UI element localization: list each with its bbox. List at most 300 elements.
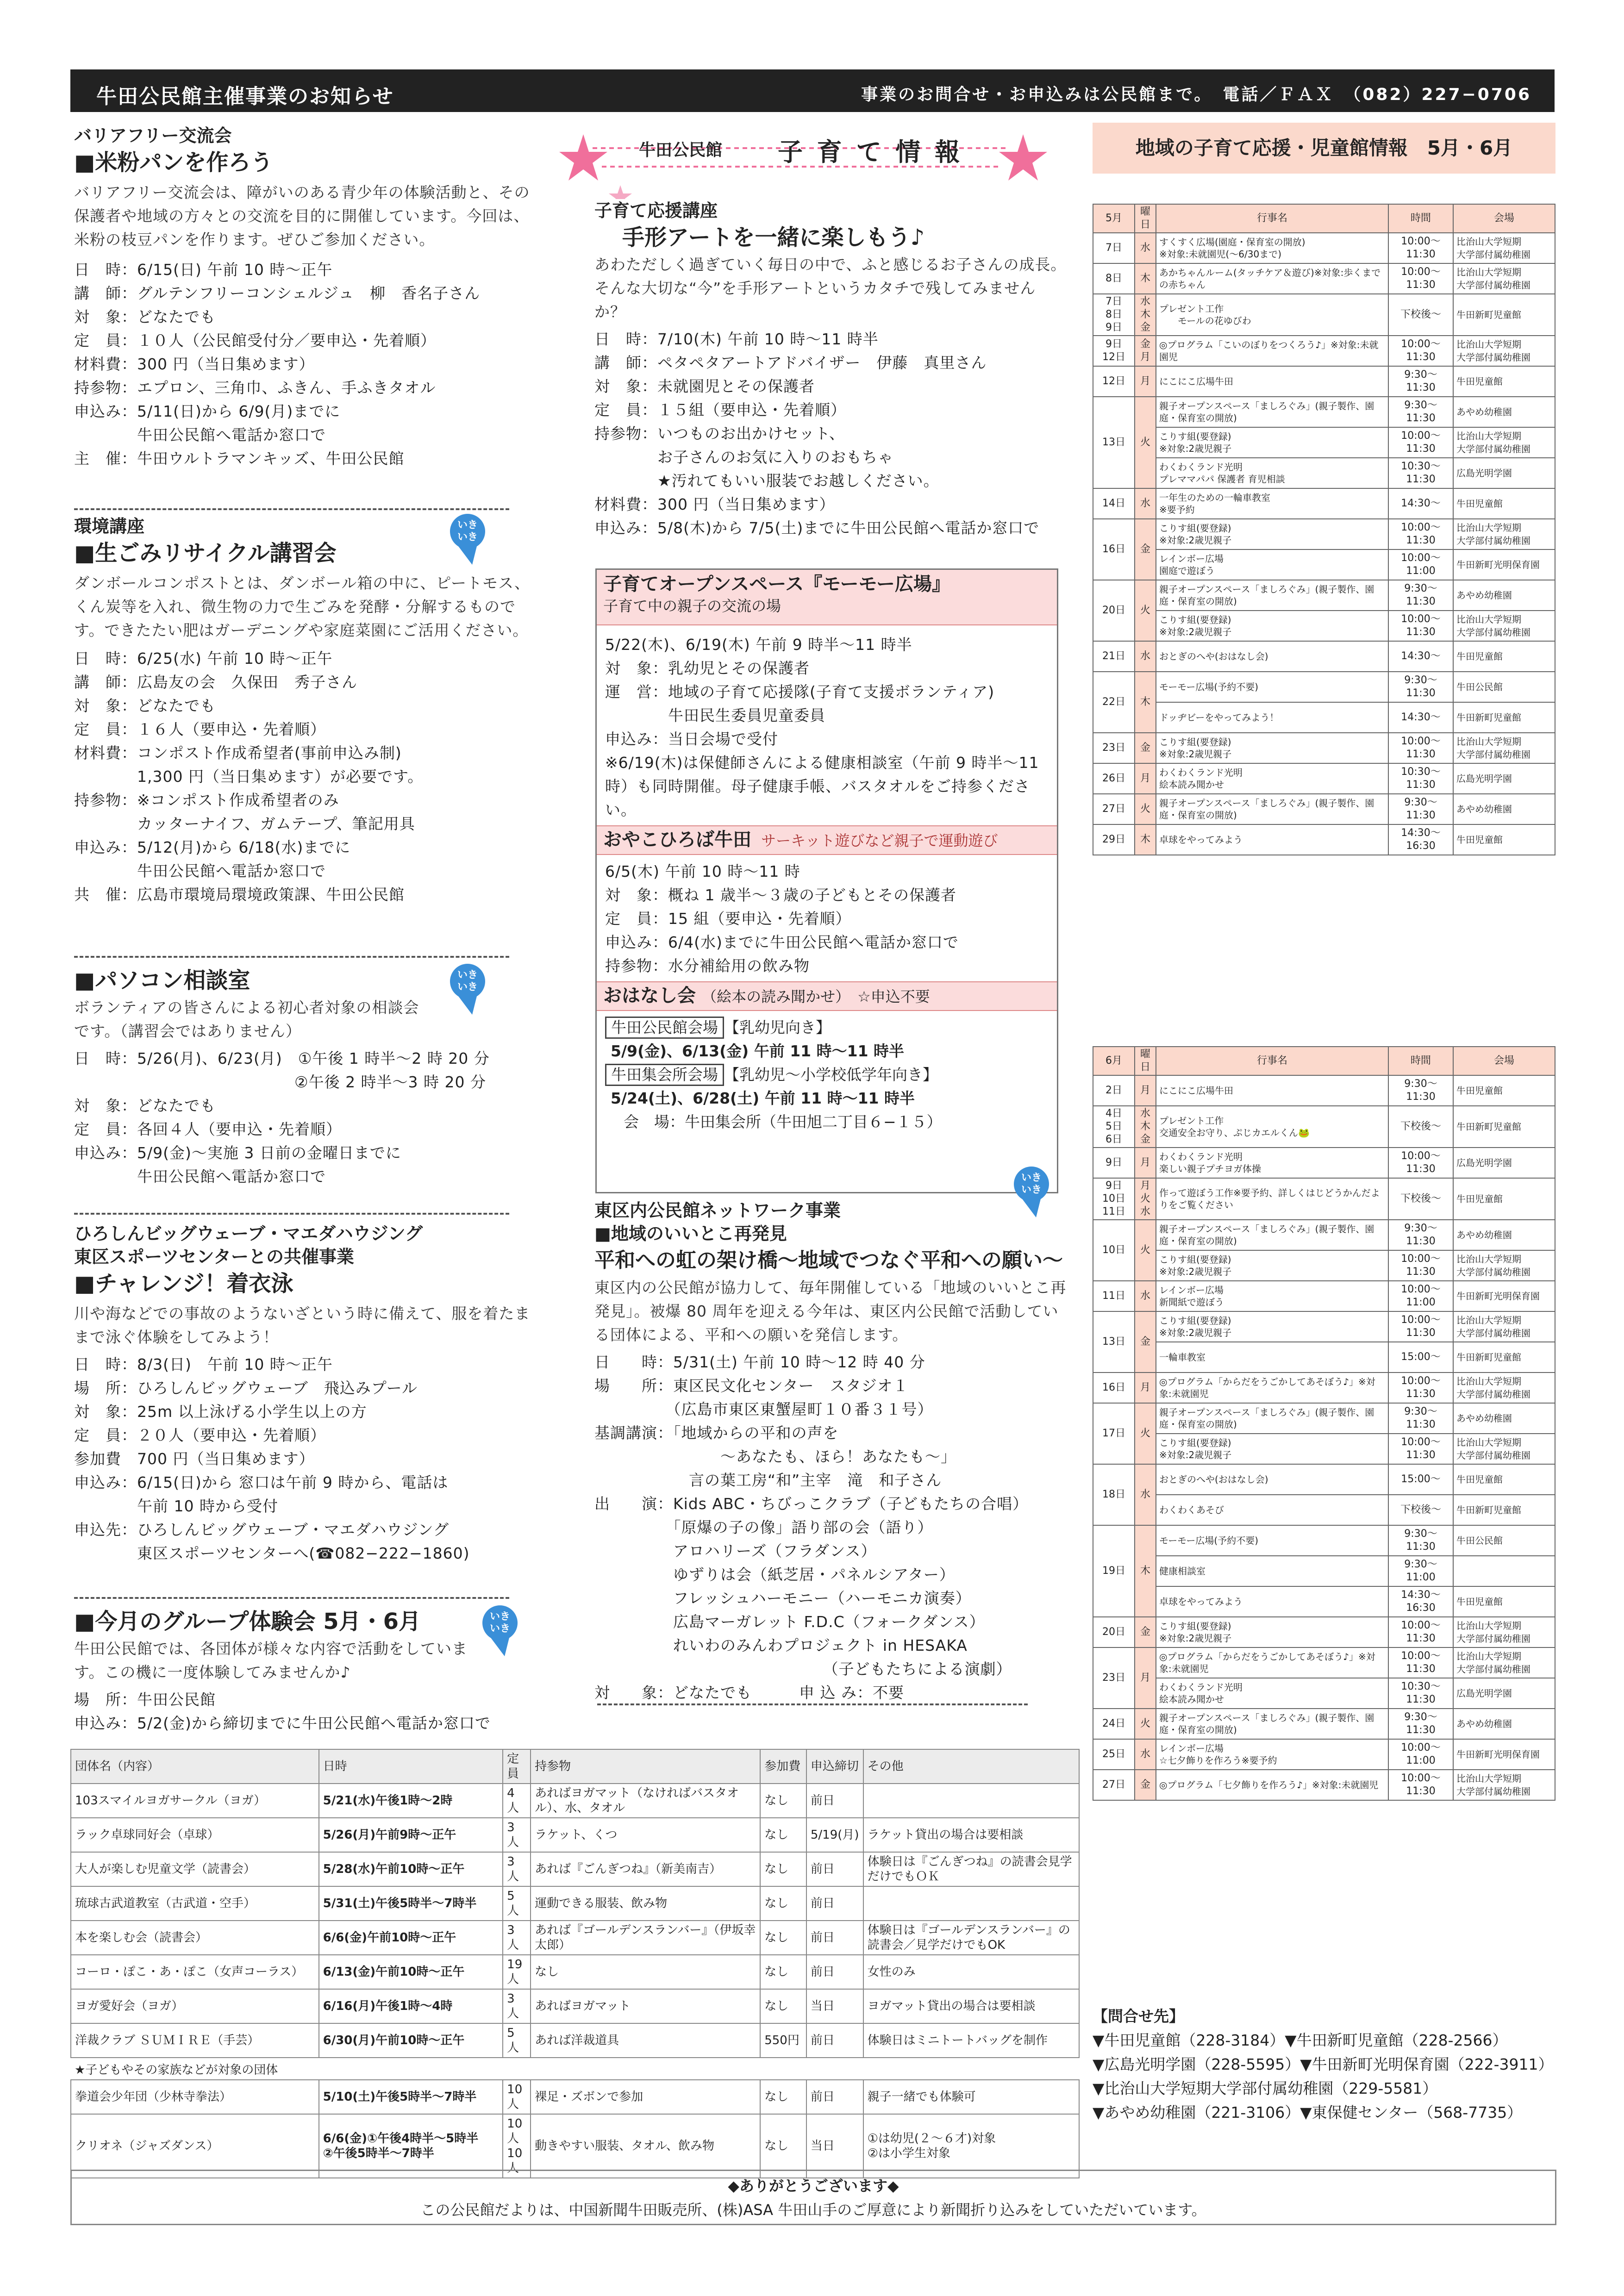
calendar-time: 10:00〜 11:30 <box>1388 263 1453 294</box>
table-row <box>71 2023 1079 2058</box>
calendar-date: 21日 <box>1093 641 1135 672</box>
table-cell: 5/31(土)午後5時半〜7時半 <box>319 1886 503 1921</box>
calendar-time: 9:30〜 11:30 <box>1388 1709 1453 1739</box>
calendar-row <box>1093 1311 1555 1342</box>
calendar-event: 親子オープンスペース「ましろぐみ」(親子製作、園庭・保育室の開放) <box>1156 1709 1388 1739</box>
calendar-venue: 比治山大学短期 大学部付属幼稚園 <box>1453 1250 1555 1281</box>
calendar-time: 10:00〜 11:30 <box>1388 1250 1453 1281</box>
table-cell: ヨガマット貸出の場合は要相談 <box>863 1989 1079 2023</box>
calendar-event: レインボー広場 ☆七夕飾りを作ろう※要予約 <box>1156 1739 1388 1770</box>
calendar-date: 17日 <box>1093 1403 1135 1464</box>
calendar-weekday: 火 <box>1135 1403 1156 1464</box>
calendar-venue: 比治山大学短期 大学部付属幼稚園 <box>1453 1617 1555 1647</box>
network-subcategory: ■地域のいいとこ再発見 <box>594 1223 787 1244</box>
calendar-venue: 牛田児童館 <box>1453 1178 1555 1220</box>
calendar-row <box>1093 641 1555 672</box>
table-row <box>71 1852 1079 1886</box>
divider <box>74 1597 509 1599</box>
calendar-venue: あやめ幼稚園 <box>1453 1403 1555 1434</box>
table-row <box>71 1955 1079 1989</box>
table-header: その他 <box>863 1749 1079 1784</box>
calendar-time: 10:30〜 11:30 <box>1388 1678 1453 1709</box>
swim-subtitle: ひろしんビッグウェーブ・マエダハウジング 東区スポーツセンターとの共催事業 <box>74 1223 423 1267</box>
page-header-bar <box>70 69 1555 112</box>
calendar-weekday: 火 <box>1135 397 1156 488</box>
calendar-event: すくすく広場(園庭・保育室の開放) ※対象:未就園児(〜6/30まで) <box>1156 233 1388 263</box>
calendar-event: 親子オープンスペース「ましろぐみ」(親子製作、園庭・保育室の開放) <box>1156 397 1388 427</box>
calendar-row <box>1093 1106 1555 1148</box>
calendar-header-row <box>1093 1047 1555 1075</box>
table-cell: 拳道会少年団（少林寺拳法） <box>71 2080 319 2114</box>
env-desc: ダンボールコンポストとは、ダンボール箱の中に、ピートモス、くん炭等を入れ、微生物の力で生ごみを発酵・分解するものです。できたたい肥はガーデニングや家庭菜園にご活用ください。 <box>74 574 531 639</box>
calendar-weekday: 金 <box>1135 519 1156 580</box>
calendar-venue: 比治山大学短期 大学部付属幼稚園 <box>1453 336 1555 366</box>
calendar-row <box>1093 1250 1555 1281</box>
calendar-row <box>1093 794 1555 824</box>
calendar-row <box>1093 1709 1555 1739</box>
calendar-time: 9:30〜 11:30 <box>1388 366 1453 397</box>
table-cell: なし <box>760 1886 806 1921</box>
table-cell: 550円 <box>760 2023 806 2058</box>
calendar-weekday: 月 <box>1135 763 1156 794</box>
calendar-event: にこにこ広場牛田 <box>1156 1075 1388 1106</box>
table-cell: ラケット貸出の場合は要相談 <box>863 1818 1079 1852</box>
contacts-title: 【問合せ先】 <box>1093 2007 1184 2025</box>
calendar-row <box>1093 1739 1555 1770</box>
env-category: 環境講座 <box>74 516 145 537</box>
ikiiki-badge: いき いき <box>450 514 485 565</box>
group-title: ■今月のグループ体験会 5月・6月 <box>74 1609 421 1635</box>
calendar-row <box>1093 549 1555 580</box>
calendar-row <box>1093 233 1555 263</box>
calendar-header-row <box>1093 204 1555 233</box>
ikiiki-badge: いき いき <box>1014 1167 1049 1217</box>
calendar-time: 14:30〜 <box>1388 702 1453 733</box>
network-section <box>594 1199 1067 1704</box>
calendar-venue: 牛田新町児童館 <box>1453 1342 1555 1373</box>
calendar-weekday: 金 月 <box>1135 336 1156 366</box>
calendar-date: 27日 <box>1093 794 1135 824</box>
table-cell: あればヨガマット <box>531 1989 760 2023</box>
kosodate-box <box>595 568 1058 1193</box>
table-cell: 5/19(月) <box>806 1818 863 1852</box>
table-cell: 6/13(金)午前10時〜正午 <box>319 1955 503 1989</box>
calendar-time: 9:30〜 11:30 <box>1388 1075 1453 1106</box>
group-details: 場 所：牛田公民館 申込み：5/2(金)から締切までに牛田公民館へ電話か窓口で <box>74 1691 491 1732</box>
calendar-event: こりす組(要登録) ※対象:2歳児親子 <box>1156 519 1388 549</box>
calendar-row <box>1093 263 1555 294</box>
calendar-weekday: 月 <box>1135 1075 1156 1106</box>
calendar-row <box>1093 1647 1555 1678</box>
calendar-venue: 牛田児童館 <box>1453 641 1555 672</box>
calendar-weekday: 火 <box>1135 794 1156 824</box>
momo-details: 5/22(木)、6/19(木) 午前 9 時半〜11 時半 対 象：乳幼児とその保護者 運 営：地域の子育て応援隊(子育て支援ボランティア) 牛田民生委員児童委員 申込み：当日会場で受付 ※6/19(木)は保健師さんによる健康相談室（午前 9 時半〜11 時）も同時開催。母子健康手帳、バスタオルをご持参ください。 <box>605 636 1039 819</box>
table-cell <box>863 1886 1079 1921</box>
calendar-event: プレゼント工作 交通安全お守り、ぷじカエルくん🐸 <box>1156 1106 1388 1148</box>
calendar-weekday: 月 <box>1135 1647 1156 1709</box>
barrier-category: バリアフリー交流会 <box>74 125 232 146</box>
calendar-time: 10:00〜 11:30 <box>1388 1148 1453 1178</box>
calendar-weekday: 水 <box>1135 488 1156 519</box>
calendar-venue: あやめ幼稚園 <box>1453 1220 1555 1250</box>
kosodate-desc: あわただしく過ぎていく毎日の中で、ふと感じるお子さんの成長。そんな大切な“今”を手形アートというカタチで残してみませんか？ <box>594 256 1067 321</box>
calendar-date: 14日 <box>1093 488 1135 519</box>
table-row <box>71 1989 1079 2023</box>
table-cell: ラック卓球同好会（卓球） <box>71 1818 319 1852</box>
momo-title: 子育てオープンスペース『モーモー広場』 <box>603 574 950 595</box>
calendar-venue: 牛田新町光明保育園 <box>1453 1739 1555 1770</box>
ohanashi-subtitle: （絵本の読み聞かせ） ☆申込不要 <box>702 988 930 1005</box>
calendar-date: 11日 <box>1093 1281 1135 1311</box>
calendar-col-header: 曜日 <box>1135 204 1156 233</box>
table-cell: 5人 <box>503 1886 531 1921</box>
calendar-event: ◎プログラム「こいのぼりをつくろう♪」※対象:未就園児 <box>1156 336 1388 366</box>
table-cell: 大人が楽しむ児童文学（読書会） <box>71 1852 319 1886</box>
table-cell: あれば『ゴールデンスランバー』（伊坂幸太郎） <box>531 1921 760 1955</box>
calendar-time: 10:00〜 11:30 <box>1388 733 1453 763</box>
calendar-row <box>1093 1403 1555 1434</box>
footer-text: この公民館だよりは、中国新聞牛田販売所、(株)ASA 牛田山手のご厚意により新聞折り込みをしていただいています。 <box>420 2201 1206 2219</box>
barrier-details: 日 時：6/15(日) 午前 10 時〜正午 講 師：グルテンフリーコンシェルジュ 柳 香名子さん 対 象：どなたでも 定 員：１０人（公民館受付分／要申込・先着順） 材料費：300 円（当日集めます） 持参物：エプロン、三角巾、ふきん、手ふきタオル 申込み：5/11(日)から 6/9(月)までに 牛田公民館へ電話か窓口で 主 催：牛田ウルトラマンキッズ、牛田公民館 <box>74 261 481 468</box>
table-cell: なし <box>760 1818 806 1852</box>
table-cell: 当日 <box>806 1989 863 2023</box>
calendar-may-table <box>1093 204 1555 855</box>
calendar-date: 9日 12日 <box>1093 336 1135 366</box>
oyako-title: おやこひろば牛田 <box>603 829 751 850</box>
calendar-col-header: 会場 <box>1453 204 1555 233</box>
calendar-event: こりす組(要登録) ※対象:2歳児親子 <box>1156 427 1388 458</box>
calendar-row <box>1093 1220 1555 1250</box>
calendar-venue: 比治山大学短期 大学部付属幼稚園 <box>1453 1434 1555 1464</box>
table-cell: 前日 <box>806 1955 863 1989</box>
network-desc: 東区内の公民館が協力して、毎年開催している「地域のいいとこ再発見」。被爆 80 周年を迎える今年は、東区内公民館で活動している団体による、平和への願いを発信します。 <box>594 1279 1067 1344</box>
calendar-weekday: 水 <box>1135 233 1156 263</box>
calendar-event: おとぎのへや(おはなし会) <box>1156 1464 1388 1495</box>
divider <box>74 956 509 958</box>
table-cell: ラケット、くつ <box>531 1818 760 1852</box>
calendar-month: 6月 <box>1093 1047 1135 1075</box>
calendar-time: 10:00〜 11:30 <box>1388 519 1453 549</box>
calendar-time: 9:30〜 11:30 <box>1388 1525 1453 1556</box>
env-section <box>74 515 537 906</box>
calendar-time: 10:00〜 11:30 <box>1388 611 1453 641</box>
calendar-date: 27日 <box>1093 1770 1135 1800</box>
calendar-row <box>1093 1770 1555 1800</box>
group-table <box>70 1749 1080 2178</box>
calendar-event: こりす組(要登録) ※対象:2歳児親子 <box>1156 733 1388 763</box>
calendar-venue: 比治山大学短期 大学部付属幼稚園 <box>1453 1647 1555 1678</box>
calendar-weekday: 水 <box>1135 641 1156 672</box>
calendar-event: プレゼント工作 モールの花ゆびわ <box>1156 294 1388 336</box>
calendar-weekday: 水 <box>1135 1281 1156 1311</box>
swim-details: 日 時：8/3(日) 午前 10 時〜正午 場 所：ひろしんビッグウェーブ 飛込みプール 対 象：25m 以上泳げる小学生以上の方 定 員：２０人（要申込・先着順） 参加費 700 円（当日集めます） 申込み：6/15(日)から 窓口は午前 9 時から、電話は 午前 10 時から受付 申込先：ひろしんビッグウェーブ・マエダハウジング 東区スポーツセンターへ(☎082−222−1860) <box>74 1355 470 1562</box>
calendar-venue: 牛田新町児童館 <box>1453 1495 1555 1525</box>
calendar-event: こりす組(要登録) ※対象:2歳児親子 <box>1156 611 1388 641</box>
calendar-date: 23日 <box>1093 1647 1135 1709</box>
table-cell: 5/26(月)午前9時〜正午 <box>319 1818 503 1852</box>
calendar-event: 健康相談室 <box>1156 1556 1388 1586</box>
calendar-time: 下校後〜 <box>1388 1106 1453 1148</box>
table-cell: なし <box>760 2080 806 2114</box>
venue-place: 会 場：牛田集会所（牛田旭二丁目６−１５） <box>624 1113 942 1131</box>
calendar-time: 10:00〜 11:30 <box>1388 336 1453 366</box>
calendar-weekday: 木 <box>1135 1525 1156 1617</box>
ohanashi-title: おはなし会 <box>603 985 696 1006</box>
calendar-row <box>1093 1178 1555 1220</box>
momo-header <box>597 570 1057 625</box>
calendar-row <box>1093 1075 1555 1106</box>
swim-title: ■チャレンジ！着衣泳 <box>74 1271 294 1297</box>
calendar-event: 一輪車教室 <box>1156 1342 1388 1373</box>
calendar-venue: 牛田児童館 <box>1453 366 1555 397</box>
calendar-time: 10:00〜 11:00 <box>1388 549 1453 580</box>
calendar-venue: 広島光明学園 <box>1453 1678 1555 1709</box>
calendar-date: 10日 <box>1093 1220 1135 1281</box>
calendar-event: ドッヂビーをやってみよう！ <box>1156 702 1388 733</box>
calendar-time: 10:00〜 11:00 <box>1388 1281 1453 1311</box>
calendar-time: 10:00〜 11:30 <box>1388 1770 1453 1800</box>
calendar-time: 14:30〜 <box>1388 488 1453 519</box>
venue-tag: 【乳幼児向き】 <box>724 1018 831 1036</box>
calendar-time: 9:30〜 11:30 <box>1388 1403 1453 1434</box>
calendar-row <box>1093 427 1555 458</box>
calendar-row <box>1093 733 1555 763</box>
table-cell: なし <box>760 1921 806 1955</box>
calendar-date: 7日 8日 9日 <box>1093 294 1135 336</box>
table-cell: クリオネ（ジャズダンス） <box>71 2114 319 2178</box>
calendar-weekday: 月 <box>1135 366 1156 397</box>
kosodate-title: 手形アートを一緒に楽しもう♪ <box>622 225 925 250</box>
calendar-venue: 比治山大学短期 大学部付属幼稚園 <box>1453 1770 1555 1800</box>
calendar-date: 22日 <box>1093 672 1135 733</box>
family-note: ★子どもやその家族などが対象の団体 <box>75 2063 278 2077</box>
calendar-event: あかちゃんルーム(タッチケア＆遊び)※対象:歩くまでの赤ちゃん <box>1156 263 1388 294</box>
table-cell: 琉球古武道教室（古武道・空手） <box>71 1886 319 1921</box>
star-icon <box>559 134 607 181</box>
table-cell: なし <box>760 1989 806 2023</box>
calendar-row <box>1093 1281 1555 1311</box>
table-cell: あれば洋裁道具 <box>531 2023 760 2058</box>
calendar-time: 10:00〜 11:30 <box>1388 1617 1453 1647</box>
calendar-row <box>1093 519 1555 549</box>
banner-title: 子 育 て 情 報 <box>778 137 963 167</box>
calendar-event: こりす組(要登録) ※対象:2歳児親子 <box>1156 1311 1388 1342</box>
table-cell: 5/28(水)午前10時〜正午 <box>319 1852 503 1886</box>
pc-title: ■パソコン相談室 <box>74 967 250 993</box>
oyako-subtitle: サーキット遊びなど親子で運動遊び <box>761 832 998 849</box>
calendar-weekday: 月 火 水 <box>1135 1178 1156 1220</box>
calendar-date: 29日 <box>1093 824 1135 855</box>
table-cell: 体験日は『ごんぎつね』の読書会見学だけでもＯＫ <box>863 1852 1079 1886</box>
network-category: 東区内公民館ネットワーク事業 <box>594 1200 841 1221</box>
calendar-june-table <box>1093 1046 1555 1801</box>
oyako-details: 6/5(木) 午前 10 時〜11 時 対 象：概ね 1 歳半〜３歳の子どもとその保護者 定 員：15 組（要申込・先着順） 申込み：6/4(水)までに牛田公民館へ電話か窓口で 持参物：水分補給用の飲み物 <box>605 862 959 975</box>
calendar-venue: 牛田児童館 <box>1453 1464 1555 1495</box>
table-cell: 103スマイルヨガサークル（ヨガ） <box>71 1784 319 1818</box>
table-header: 日時 <box>319 1749 503 1784</box>
calendar-row <box>1093 1342 1555 1373</box>
calendar-event: ◎プログラム「七夕飾りを作ろう♪」※対象:未就園児 <box>1156 1770 1388 1800</box>
swim-section <box>74 1222 537 1565</box>
calendar-event: 親子オープンスペース「ましろぐみ」(親子製作、園庭・保育室の開放) <box>1156 1220 1388 1250</box>
calendar-date: 13日 <box>1093 397 1135 488</box>
calendar-venue <box>1453 1556 1555 1586</box>
calendar-date: 19日 <box>1093 1525 1135 1617</box>
group-section <box>74 1606 537 1735</box>
calendar-date: 12日 <box>1093 366 1135 397</box>
calendar-row <box>1093 294 1555 336</box>
calendar-time: 10:00〜 11:00 <box>1388 1739 1453 1770</box>
calendar-time: 10:00〜 11:30 <box>1388 233 1453 263</box>
calendar-venue: 牛田新町児童館 <box>1453 702 1555 733</box>
calendar-weekday: 月 <box>1135 1373 1156 1403</box>
calendar-row <box>1093 1525 1555 1556</box>
calendar-event: ◎プログラム「からだをうごかしてあそぼう♪」※対象:未就園児 <box>1156 1647 1388 1678</box>
footer-title: ◆ありがとうございます◆ <box>728 2177 899 2195</box>
calendar-row <box>1093 1678 1555 1709</box>
ikiiki-badge: いき いき <box>482 1605 518 1656</box>
calendar-date: 26日 <box>1093 763 1135 794</box>
calendar-event: こりす組(要登録) ※対象:2歳児親子 <box>1156 1434 1388 1464</box>
calendar-event: 作って遊ぼう工作※要予約、詳しくはじどうかんだよりをご覧ください <box>1156 1178 1388 1220</box>
calendar-weekday: 火 <box>1135 1220 1156 1281</box>
table-header: 参加費 <box>760 1749 806 1784</box>
calendar-date: 2日 <box>1093 1075 1135 1106</box>
calendar-venue: 比治山大学短期 大学部付属幼稚園 <box>1453 611 1555 641</box>
calendar-event: 親子オープンスペース「ましろぐみ」(親子製作、園庭・保育室の開放) <box>1156 1403 1388 1434</box>
calendar-event: 卓球をやってみよう <box>1156 1586 1388 1617</box>
table-cell: 運動できる服装、飲み物 <box>531 1886 760 1921</box>
table-cell: 6/6(金)午前10時〜正午 <box>319 1921 503 1955</box>
calendar-col-header: 行事名 <box>1156 1047 1388 1075</box>
kosodate-category: 子育て応援講座 <box>594 200 718 221</box>
kosodate-details: 日 時：7/10(木) 午前 10 時〜11 時半 講 師：ペタペタアートアドバイザー 伊藤 真里さん 対 象：未就園児とその保護者 定 員：１５組（要申込・先着順） 持参物：いつものお出かけセット、 お子さんのお気に入りのおもちゃ ★汚れてもいい服装でお越しください。 材料費：300 円（当日集めます） 申込み：5/8(木)から 7/5(土)までに牛田公民館へ電話か窓口で <box>594 330 1040 537</box>
calendar-row <box>1093 1556 1555 1586</box>
table-cell: 6/30(月)午前10時〜正午 <box>319 2023 503 2058</box>
calendar-date: 9日 <box>1093 1148 1135 1178</box>
calendar-title: 地域の子育て応援・児童館情報 5月・6月 <box>1093 123 1555 174</box>
calendar-row <box>1093 1464 1555 1495</box>
table-cell: コーロ・ぽこ・あ・ぽこ（女声コーラス） <box>71 1955 319 1989</box>
star-icon <box>609 185 632 199</box>
calendar-weekday: 金 <box>1135 1617 1156 1647</box>
calendar-time: 9:30〜 11:30 <box>1388 580 1453 611</box>
calendar-venue: 比治山大学短期 大学部付属幼稚園 <box>1453 519 1555 549</box>
venue-time: 5/24(土)、6/28(土) 午前 11 時〜11 時半 <box>611 1089 915 1107</box>
calendar-time: 9:30〜 11:30 <box>1388 794 1453 824</box>
calendar-row <box>1093 1617 1555 1647</box>
table-cell: 前日 <box>806 1921 863 1955</box>
table-cell: 10人 <box>503 2080 531 2114</box>
calendar-venue: あやめ幼稚園 <box>1453 1709 1555 1739</box>
calendar-weekday: 水 木 金 <box>1135 294 1156 336</box>
table-cell: なし <box>760 2114 806 2178</box>
calendar-weekday: 金 <box>1135 1770 1156 1800</box>
calendar-date: 20日 <box>1093 580 1135 641</box>
calendar-date: 8日 <box>1093 263 1135 294</box>
calendar-row <box>1093 1586 1555 1617</box>
table-header: 申込締切 <box>806 1749 863 1784</box>
calendar-event: 親子オープンスペース「ましろぐみ」(親子製作、園庭・保育室の開放) <box>1156 794 1388 824</box>
calendar-time: 下校後〜 <box>1388 294 1453 336</box>
table-cell: 3人 <box>503 1852 531 1886</box>
calendar-venue: 広島光明学園 <box>1453 458 1555 488</box>
calendar-time: 9:30〜 11:00 <box>1388 1556 1453 1586</box>
calendar-date: 9日 10日 11日 <box>1093 1178 1135 1220</box>
calendar-event: モーモー広場(予約不要) <box>1156 672 1388 702</box>
network-details: 日 時：5/31(土) 午前 10 時〜12 時 40 分 場 所：東区民文化センター スタジオ１ （広島市東区東蟹屋町１０番３１号） 基調講演：「地域からの平和の声を 〜あなたも、ほら！あなたも〜」 言の葉工房“和”主宰 滝 和子さん 出 演：Kids ABC・ちびっこクラブ（子どもたちの合唱） 「原爆の子の像」語り部の会（語り） アロハリーズ（フラダンス） ゆずりは会（紙芝居・パネルシアター） フレッシュハーモニー（ハーモニカ演奏） 広島マーガレット F.D.C（フォークダンス） れいわのみんわプロジェクト in HESAKA （子どもたちによる演劇） 対 象：どなたでも 申 込 み：不要 <box>594 1353 1029 1702</box>
table-cell: なし <box>760 1784 806 1818</box>
calendar-time: 15:00〜 <box>1388 1342 1453 1373</box>
table-cell: 当日 <box>806 2114 863 2178</box>
ikiiki-badge: いき いき <box>450 964 485 1015</box>
calendar-event: わくわくランド光明 楽しい親子プチヨガ体操 <box>1156 1148 1388 1178</box>
env-title: ■生ごみリサイクル講習会 <box>74 540 337 566</box>
calendar-row <box>1093 1495 1555 1525</box>
table-row <box>71 1921 1079 1955</box>
table-row <box>71 2114 1079 2178</box>
calendar-time: 9:30〜 11:30 <box>1388 397 1453 427</box>
star-icon <box>999 134 1047 181</box>
calendar-time: 9:30〜 11:30 <box>1388 672 1453 702</box>
table-cell: 前日 <box>806 1886 863 1921</box>
calendar-event: モーモー広場(予約不要) <box>1156 1525 1388 1556</box>
calendar-row <box>1093 1148 1555 1178</box>
calendar-event: にこにこ広場牛田 <box>1156 366 1388 397</box>
calendar-venue: 牛田児童館 <box>1453 488 1555 519</box>
calendar-event: こりす組(要登録) ※対象:2歳児親子 <box>1156 1617 1388 1647</box>
calendar-weekday: 月 <box>1135 1148 1156 1178</box>
swim-desc: 川や海などでの事故のようないざという時に備えて、服を着たままで泳ぐ体験をしてみよう！ <box>74 1304 531 1346</box>
calendar-row <box>1093 458 1555 488</box>
calendar-time: 15:00〜 <box>1388 1464 1453 1495</box>
table-cell <box>863 1784 1079 1818</box>
divider <box>597 1703 1028 1705</box>
table-cell: なし <box>531 1955 760 1989</box>
calendar-col-header: 時間 <box>1388 1047 1453 1075</box>
footer <box>70 2170 1556 2225</box>
table-row <box>71 1818 1079 1852</box>
table-cell: 5人 <box>503 2023 531 2058</box>
calendar-row <box>1093 488 1555 519</box>
ohanashi-body <box>597 1011 1057 1138</box>
table-cell: 本を楽しむ会（読書会） <box>71 1921 319 1955</box>
calendar-date: 7日 <box>1093 233 1135 263</box>
calendar-venue: 比治山大学短期 大学部付属幼稚園 <box>1453 427 1555 458</box>
pc-desc: ボランティアの皆さんによる初心者対象の相談会です。（講習会ではありません） <box>74 998 419 1040</box>
calendar-row <box>1093 672 1555 702</box>
calendar-venue: 広島光明学園 <box>1453 763 1555 794</box>
calendar-weekday: 火 <box>1135 580 1156 641</box>
calendar-weekday: 火 <box>1135 1709 1156 1739</box>
calendar-weekday: 水 <box>1135 1464 1156 1525</box>
network-title: 平和への虹の架け橋〜地域でつなぐ平和への願い〜 <box>594 1248 1063 1272</box>
calendar-venue: 牛田児童館 <box>1453 1586 1555 1617</box>
calendar-date: 13日 <box>1093 1311 1135 1373</box>
calendar-weekday: 木 <box>1135 824 1156 855</box>
calendar-event: ◎プログラム「からだをうごかしてあそぼう♪」※対象:未就園児 <box>1156 1373 1388 1403</box>
table-cell: なし <box>760 1955 806 1989</box>
barrier-desc: バリアフリー交流会は、障がいのある青少年の体験活動と、その保護者や地域の方々との交流を目的に開催しています。今回は、米粉の枝豆パンを作ります。ぜひご参加ください。 <box>74 183 530 249</box>
table-cell: 前日 <box>806 1852 863 1886</box>
table-cell: 体験日はミニトートバッグを制作 <box>863 2023 1079 2058</box>
calendar-venue: 牛田公民館 <box>1453 1525 1555 1556</box>
table-cell: 5/21(水)午後1時〜2時 <box>319 1784 503 1818</box>
calendar-time: 14:30〜 <box>1388 641 1453 672</box>
calendar-event: わくわくランド光明 プレママパパ 保護者 育児相談 <box>1156 458 1388 488</box>
header-contact: 事業のお問合せ・お申込みは公民館まで。 電話／ＦＡＸ （082）227−0706 <box>861 85 1531 104</box>
calendar-date: 18日 <box>1093 1464 1135 1525</box>
